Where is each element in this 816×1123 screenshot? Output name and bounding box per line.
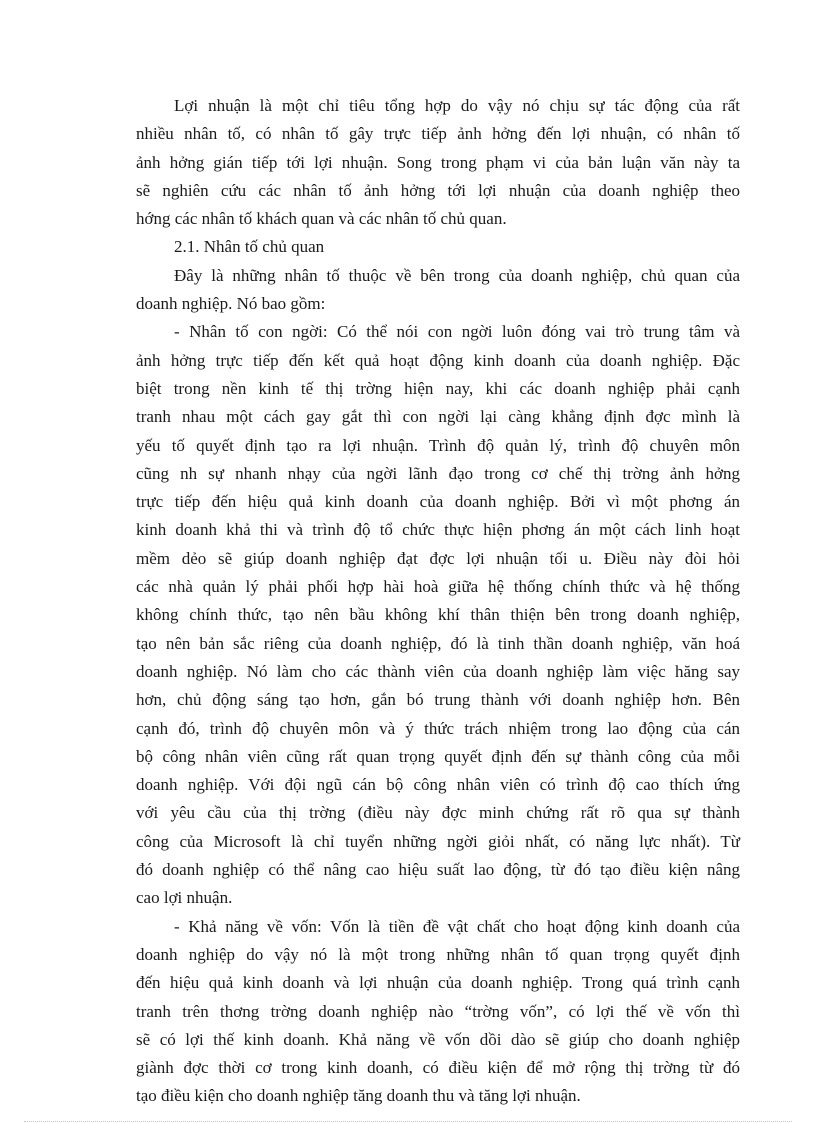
text-line: kinh doanh khả thi và trình độ tổ chức thực hiện phơng án một cách linh hoạt [136, 520, 740, 540]
text-line: mềm dẻo sẽ giúp doanh nghiệp đạt đợc lợi nhuận tối u. Điều này đòi hỏi [136, 548, 740, 568]
text-line: doanh nghiệp. Nó làm cho các thành viên của doanh nghiệp làm việc hăng say [136, 661, 740, 681]
text-line: ảnh hởng gián tiếp tới lợi nhuận. Song trong phạm vi của bản luận văn này ta [136, 152, 740, 172]
text-line: cạnh đó, trình độ chuyên môn và ý thức trách nhiệm trong lao động của cán [136, 718, 740, 738]
text-line: - Nhân tố con ngời: Có thể nói con ngời luôn đóng vai trò trung tâm và [174, 322, 740, 342]
text-line: không chính thức, tạo nên bầu không khí thân thiện bên trong doanh nghiệp, [136, 605, 740, 625]
text-line: công của Microsoft là chỉ tuyển những ngời giỏi nhất, có năng lực nhất). Từ [136, 831, 740, 851]
text-line: ảnh hởng trực tiếp đến kết quả hoạt động kinh doanh của doanh nghiệp. Đặc [136, 350, 740, 370]
text-line: - Khả năng về vốn: Vốn là tiền đề vật chất cho hoạt động kinh doanh của [174, 916, 740, 936]
text-line: tranh trên thơng trờng doanh nghiệp nào “trờng vốn”, có lợi thế về vốn thì [136, 1001, 740, 1021]
text-line: sẽ có lợi thế kinh doanh. Khả năng về vốn dồi dào sẽ giúp cho doanh nghiệp [136, 1029, 740, 1049]
text-line: hơn, chủ động sáng tạo hơn, gắn bó trung thành với doanh nghiệp hơn. Bên [136, 690, 740, 710]
text-line: doanh nghiệp do vậy nó là một trong những nhân tố quan trọng quyết định [136, 944, 740, 964]
text-line: đến hiệu quả kinh doanh và lợi nhuận của doanh nghiệp. Trong quá trình cạnh [136, 973, 740, 993]
section-heading [136, 233, 740, 261]
text-line: biệt trong nền kinh tế thị trờng hiện nay, khi các doanh nghiệp phải cạnh [136, 378, 740, 398]
capital-factor-paragraph [136, 913, 740, 1111]
text-line: nhiều nhân tố, có nhân tố gây trực tiếp ảnh hởng đến lợi nhuận, có nhân tố [136, 124, 740, 144]
text-line: doanh nghiệp. Nó bao gồm: [136, 294, 326, 314]
text-line: sẽ nghiên cứu các nhân tố ảnh hởng tới lợi nhuận của doanh nghiệp theo [136, 180, 740, 200]
section-heading-text: 2.1. Nhân tố chủ quan [174, 237, 325, 257]
text-line: tranh nhau một cách gay gắt thì con ngời lại càng khẳng định đợc mình là [136, 407, 740, 427]
text-line: hớng các nhân tố khách quan và các nhân tố chủ quan. [136, 209, 507, 229]
document-page [136, 92, 740, 1111]
section-intro-paragraph [136, 262, 740, 319]
human-factor-paragraph [136, 318, 740, 912]
text-line: đó doanh nghiệp có thể nâng cao hiệu suất lao động, từ đó tạo điều kiện nâng [136, 860, 740, 880]
text-line: cũng nh sự nhanh nhạy của ngời lãnh đạo trong cơ chế thị trờng ảnh hởng [136, 463, 740, 483]
text-line: tạo nên bản sắc riêng của doanh nghiệp, đó là tinh thần doanh nghiệp, văn hoá [136, 633, 740, 653]
text-line: yếu tố quyết định tạo ra lợi nhuận. Trình độ quản lý, trình độ chuyên môn [136, 435, 740, 455]
text-line: các nhà quản lý phải phối hợp hài hoà giữa hệ thống chính thức và hệ thống [136, 577, 740, 597]
page-bottom-divider [24, 1121, 792, 1122]
text-line: với yêu cầu của thị trờng (điều này đợc minh chứng rất rõ qua sự thành [136, 803, 740, 823]
text-line: cao lợi nhuận. [136, 888, 233, 908]
text-line: giành đợc thời cơ trong kinh doanh, có điều kiện để mở rộng thị trờng từ đó [136, 1058, 740, 1078]
text-line: doanh nghiệp. Với đội ngũ cán bộ công nhân viên có trình độ cao thích ứng [136, 775, 740, 795]
text-line: tạo điều kiện cho doanh nghiệp tăng doanh thu và tăng lợi nhuận. [136, 1086, 581, 1106]
text-line: bộ công nhân viên cũng rất quan trọng quyết định đến sự thành công của mỗi [136, 746, 740, 766]
intro-paragraph [136, 92, 740, 233]
text-line: trực tiếp đến hiệu quả kinh doanh của doanh nghiệp. Bởi vì một phơng án [136, 492, 740, 512]
text-line: Đây là những nhân tố thuộc về bên trong của doanh nghiệp, chủ quan của [174, 265, 740, 285]
text-line: Lợi nhuận là một chỉ tiêu tổng hợp do vậy nó chịu sự tác động của rất [174, 96, 740, 115]
